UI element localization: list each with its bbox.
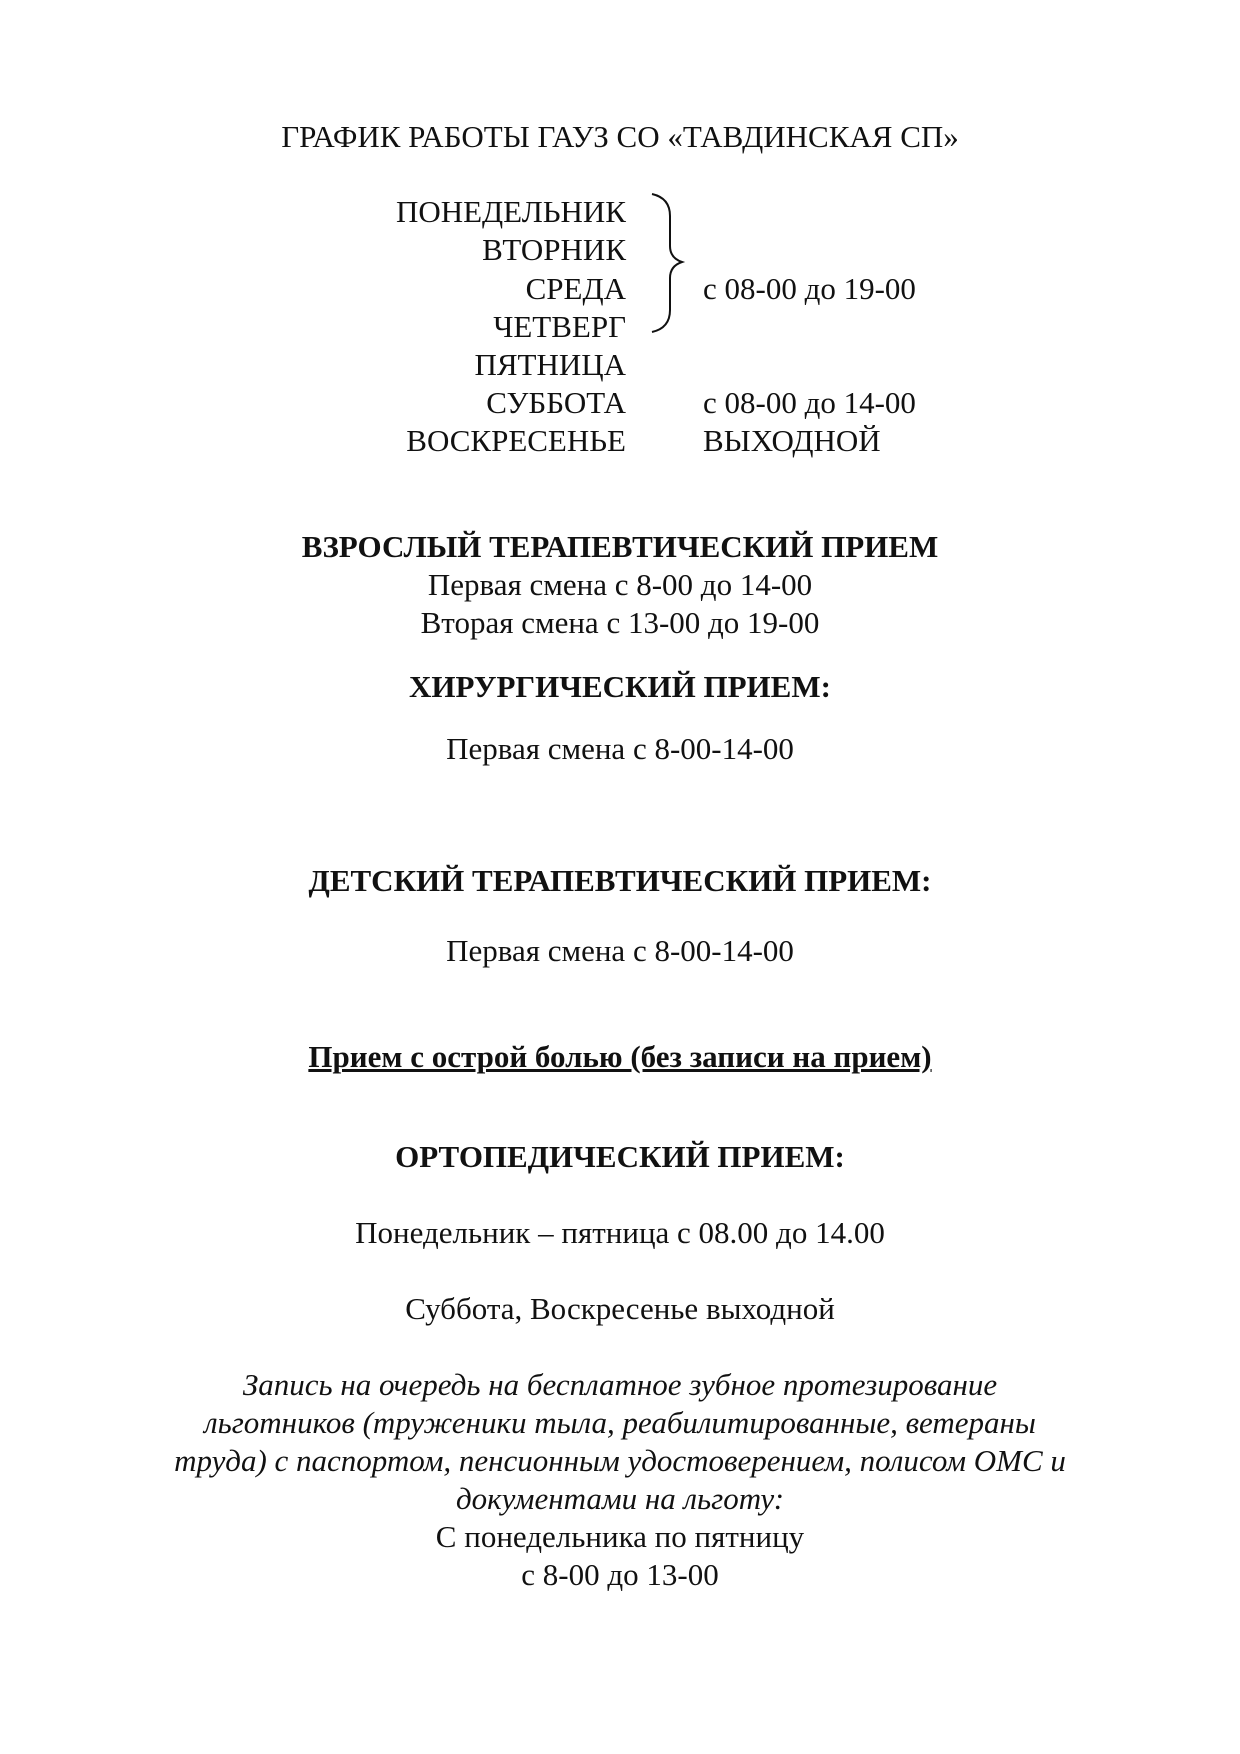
day-sunday: ВОСКРЕСЕНЬЕ xyxy=(406,423,626,458)
orthopedic-weekend: Суббота, Воскресенье выходной xyxy=(405,1291,835,1326)
prosthetics-line-3: труда) с паспортом, пенсионным удостоверением, полисом ОМС и xyxy=(174,1443,1066,1478)
surgical-heading: ХИРУРГИЧЕСКИЙ ПРИЕМ: xyxy=(409,669,831,704)
child-therapy-heading: ДЕТСКИЙ ТЕРАПЕВТИЧЕСКИЙ ПРИЕМ: xyxy=(308,863,932,898)
prosthetics-line-2: льготников (труженики тыла, реабилитированные, ветераны xyxy=(204,1405,1036,1440)
prosthetics-line-4: документами на льготу: xyxy=(455,1481,785,1516)
curly-brace-icon xyxy=(650,192,690,334)
orthopedic-weekdays: Понедельник – пятница с 08.00 до 14.00 xyxy=(355,1215,885,1250)
day-monday: ПОНЕДЕЛЬНИК xyxy=(395,194,626,229)
prosthetics-hours: с 8-00 до 13-00 xyxy=(521,1557,719,1592)
prosthetics-days: С понедельника по пятницу xyxy=(435,1519,805,1554)
document-title: ГРАФИК РАБОТЫ ГАУЗ СО «ТАВДИНСКАЯ СП» xyxy=(281,119,959,154)
day-wednesday: СРЕДА xyxy=(525,271,626,306)
day-saturday: СУББОТА xyxy=(486,385,626,420)
prosthetics-line-1: Запись на очередь на бесплатное зубное протезирование xyxy=(242,1367,998,1402)
acute-pain-note: Прием с острой болью (без записи на прием) xyxy=(308,1039,932,1074)
sunday-hours: ВЫХОДНОЙ xyxy=(703,423,881,458)
day-thursday: ЧЕТВЕРГ xyxy=(493,309,626,344)
child-therapy-shift1: Первая смена с 8-00-14-00 xyxy=(446,933,794,968)
saturday-hours: с 08-00 до 14-00 xyxy=(703,385,916,420)
adult-therapy-heading: ВЗРОСЛЫЙ ТЕРАПЕВТИЧЕСКИЙ ПРИЕМ xyxy=(301,529,939,564)
weekday-hours: с 08-00 до 19-00 xyxy=(703,271,916,306)
day-tuesday: ВТОРНИК xyxy=(482,232,626,267)
day-friday: ПЯТНИЦА xyxy=(474,347,626,382)
adult-therapy-shift1: Первая смена с 8-00 до 14-00 xyxy=(427,567,813,602)
orthopedic-heading: ОРТОПЕДИЧЕСКИЙ ПРИЕМ: xyxy=(395,1139,845,1174)
surgical-shift1: Первая смена с 8-00-14-00 xyxy=(446,731,794,766)
adult-therapy-shift2: Вторая смена с 13-00 до 19-00 xyxy=(420,605,820,640)
